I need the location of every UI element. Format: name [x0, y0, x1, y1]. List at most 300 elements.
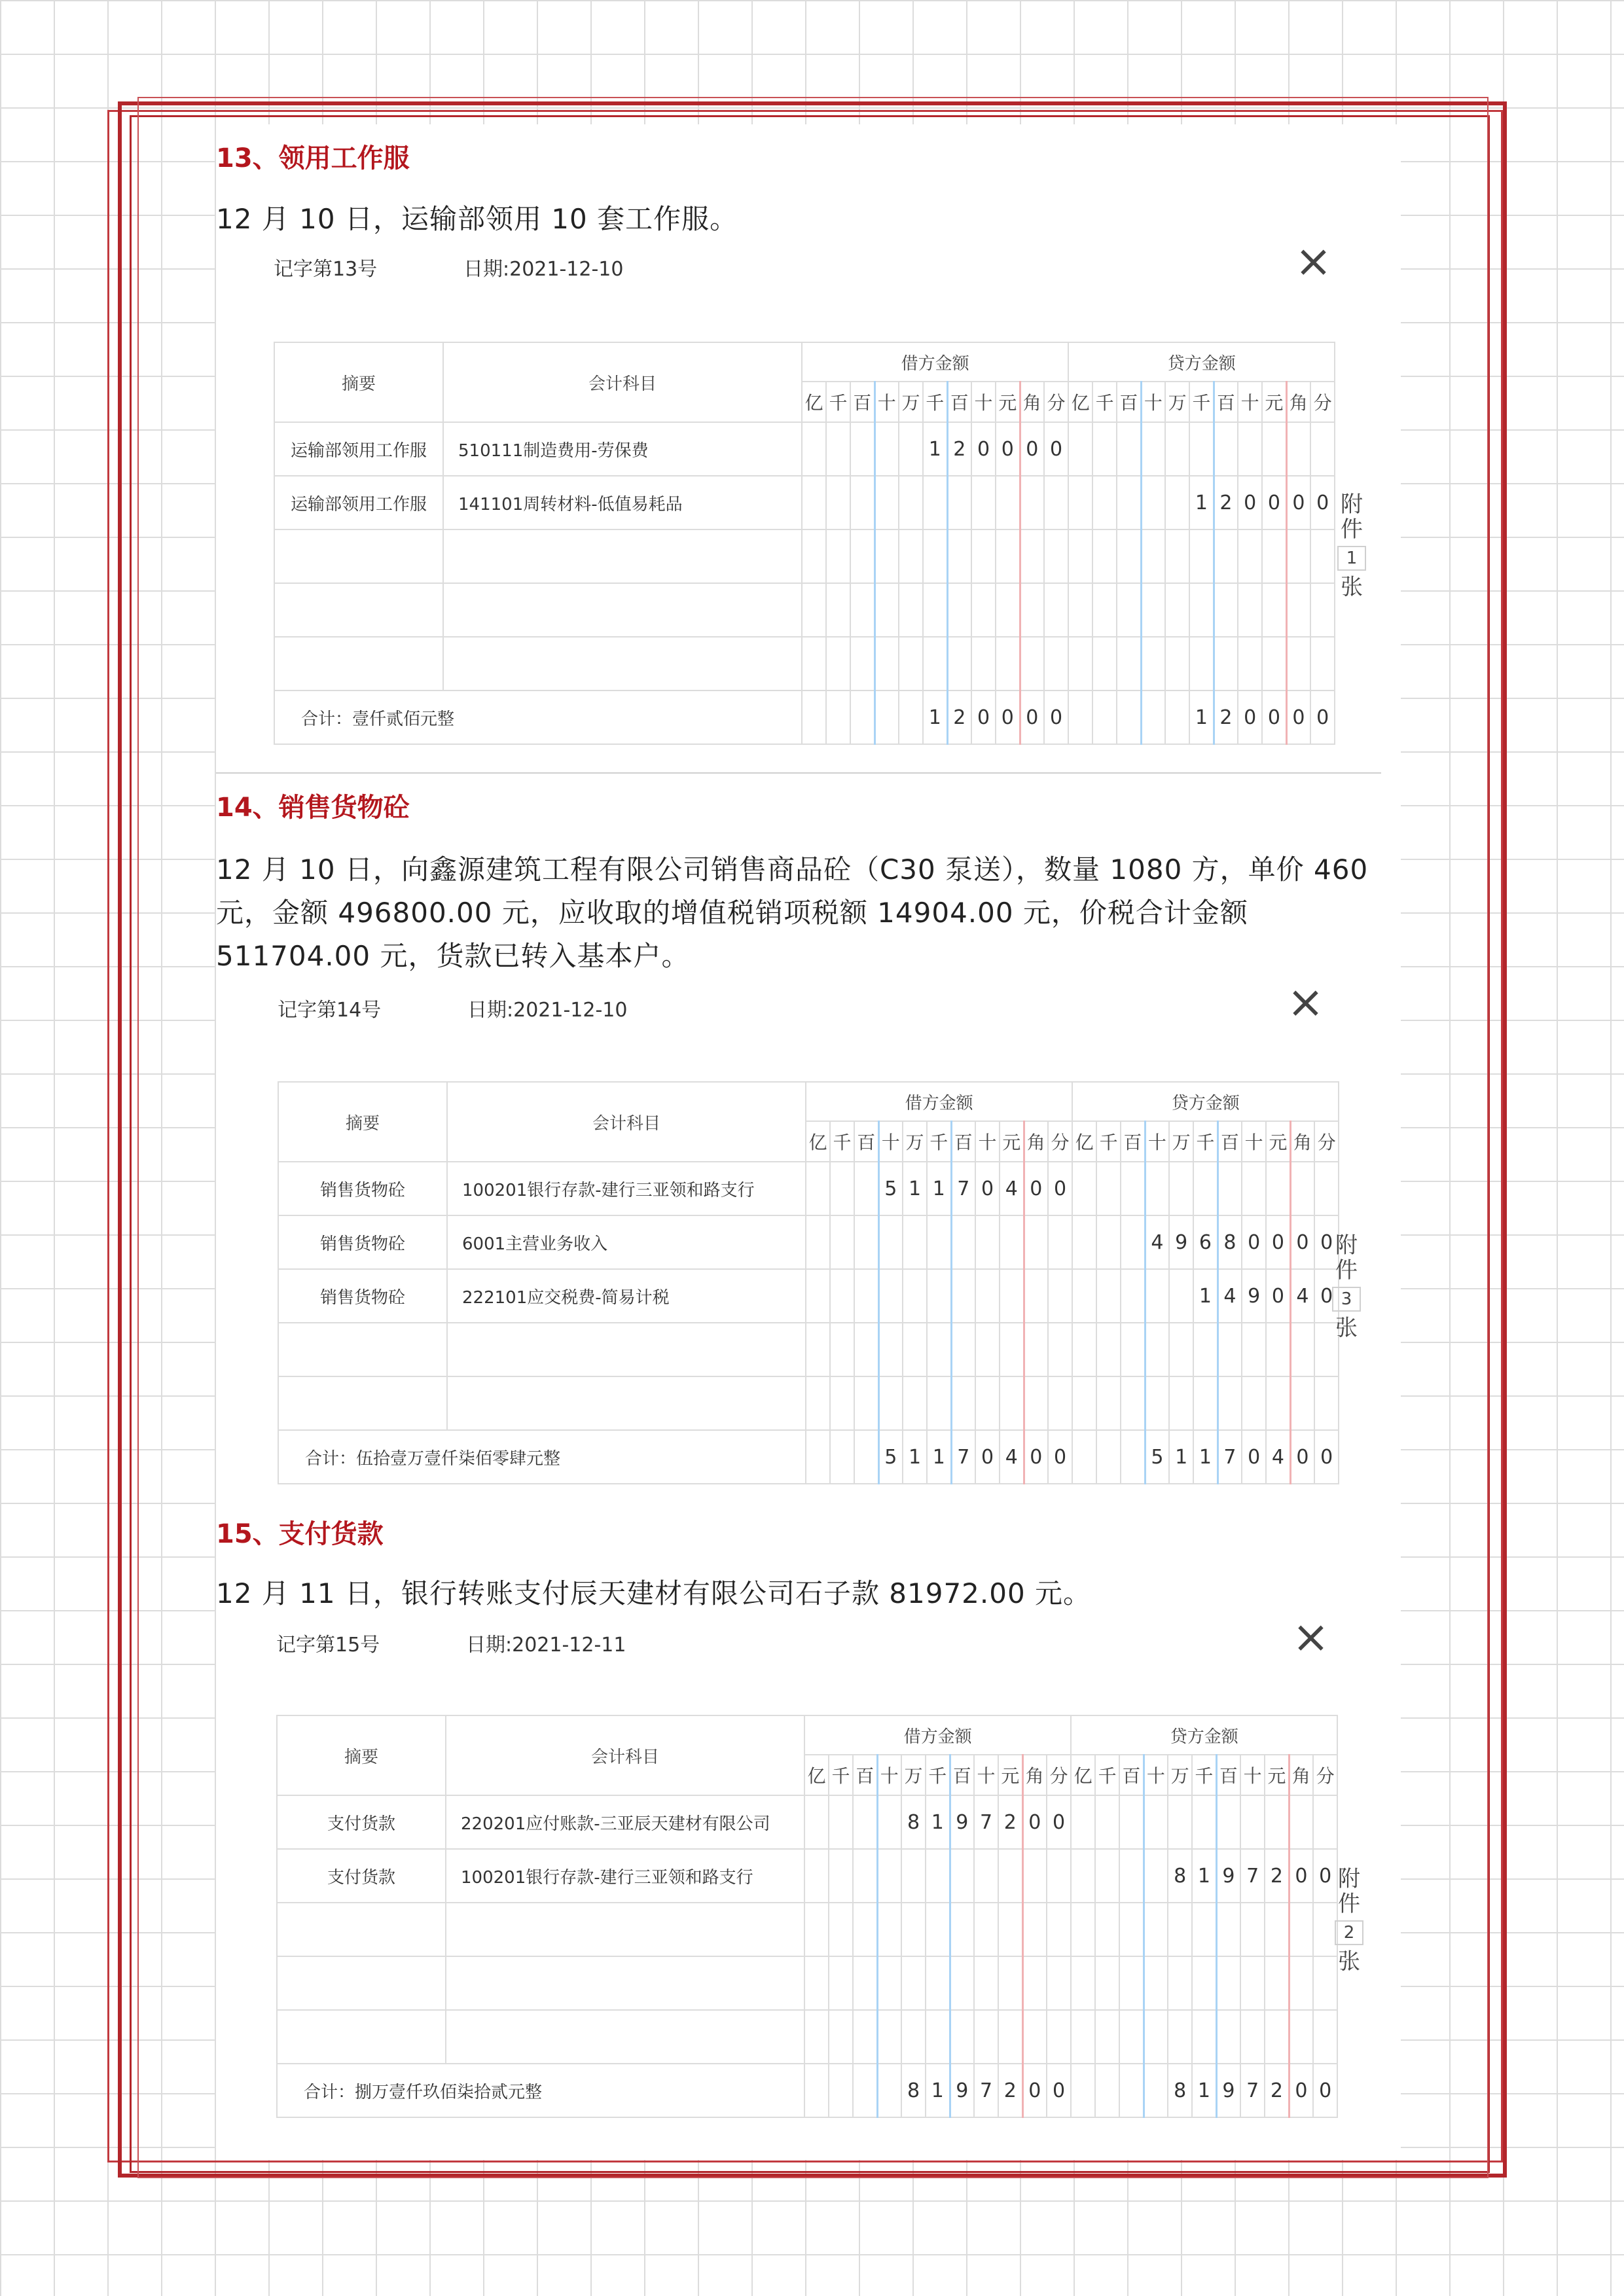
credit-digit [1117, 637, 1141, 691]
credit-digit [1314, 1162, 1339, 1215]
debit-digit [926, 1956, 950, 2010]
table-row [277, 1903, 1337, 1956]
row-account[interactable] [446, 1956, 804, 2010]
attachment-count[interactable]: 2 [1335, 1920, 1363, 1945]
debit-digit [826, 583, 850, 637]
credit-digit [1117, 583, 1141, 637]
attachment-count-15 [1333, 1867, 1365, 1974]
voucher-table-15 [276, 1715, 1338, 2118]
credit-digit: 1 [1189, 476, 1214, 529]
row-account[interactable]: 222101应交税费-简易计税 [447, 1269, 806, 1323]
header-unit: 十 [1144, 1755, 1168, 1795]
header-unit: 千 [826, 382, 850, 422]
debit-digit: 1 [927, 1162, 951, 1215]
credit-digit: 0 [1314, 1269, 1339, 1323]
debit-digit [829, 1956, 853, 2010]
total-debit-digit: 1 [903, 1430, 927, 1484]
debit-digit [1044, 476, 1068, 529]
debit-digit [1000, 1269, 1024, 1323]
debit-digit [903, 1323, 927, 1376]
total-debit-digit [830, 1430, 854, 1484]
credit-digit [1119, 1956, 1144, 2010]
debit-digit [926, 1903, 950, 1956]
debit-digit [802, 476, 826, 529]
debit-digit [899, 637, 923, 691]
debit-digit [830, 1215, 854, 1269]
table-row [278, 1162, 1339, 1215]
total-credit-digit: 5 [1145, 1430, 1169, 1484]
total-debit-digit [854, 1430, 878, 1484]
credit-digit [1262, 422, 1286, 476]
header-unit: 千 [927, 1121, 951, 1162]
row-summary[interactable]: 销售货物砼 [278, 1269, 447, 1323]
credit-digit: 6 [1193, 1215, 1218, 1269]
debit-digit [947, 476, 971, 529]
total-credit-digit [1096, 1430, 1121, 1484]
close-icon[interactable]: × [1292, 1611, 1329, 1663]
debit-digit [950, 1956, 974, 2010]
debit-digit [850, 422, 875, 476]
header-unit: 万 [1165, 382, 1189, 422]
attachment-count-14 [1330, 1233, 1363, 1340]
debit-digit [802, 583, 826, 637]
header-unit: 角 [1020, 382, 1044, 422]
debit-digit [829, 1849, 853, 1903]
total-row [278, 1430, 1339, 1484]
row-account[interactable]: 220201应付账款-三亚辰天建材有限公司 [446, 1795, 804, 1849]
header-unit: 十 [975, 1121, 1000, 1162]
credit-digit [1096, 1323, 1121, 1376]
header-summary: 摘要 [278, 1082, 447, 1162]
credit-digit [1165, 583, 1189, 637]
row-account[interactable] [443, 529, 802, 583]
debit-digit [899, 583, 923, 637]
debit-digit [947, 583, 971, 637]
credit-digit [1169, 1376, 1193, 1430]
attachment-count[interactable]: 3 [1332, 1287, 1361, 1312]
total-amount-words: 合计：壹仟贰佰元整 [274, 691, 802, 744]
debit-digit [1022, 2010, 1047, 2064]
total-debit-digit: 0 [1044, 691, 1068, 744]
header-unit: 千 [1092, 382, 1117, 422]
total-credit-digit [1144, 2064, 1168, 2117]
credit-digit [1216, 1903, 1240, 1956]
credit-digit [1290, 1323, 1314, 1376]
debit-digit [950, 2010, 974, 2064]
header-unit: 千 [829, 1755, 853, 1795]
total-credit-digit [1095, 2064, 1119, 2117]
debit-digit [1020, 583, 1044, 637]
debit-digit [903, 1376, 927, 1430]
row-account[interactable]: 100201银行存款-建行三亚领和路支行 [446, 1849, 804, 1903]
credit-digit [1141, 637, 1165, 691]
total-credit-digit: 8 [1168, 2064, 1192, 2117]
credit-digit [1262, 637, 1286, 691]
credit-digit [1214, 583, 1238, 637]
credit-digit: 0 [1238, 476, 1262, 529]
credit-digit [1310, 422, 1335, 476]
header-unit: 亿 [806, 1121, 830, 1162]
total-credit-digit: 0 [1310, 691, 1335, 744]
debit-digit [926, 1849, 950, 1903]
header-unit: 十 [878, 1121, 903, 1162]
debit-digit [802, 422, 826, 476]
credit-digit [1266, 1323, 1290, 1376]
debit-digit: 1 [903, 1162, 927, 1215]
debit-digit: 7 [951, 1162, 975, 1215]
credit-digit [1193, 1323, 1218, 1376]
debit-digit [830, 1269, 854, 1323]
close-icon[interactable]: × [1295, 236, 1332, 287]
voucher-header-13 [274, 253, 624, 281]
attachment-count-13 [1335, 492, 1368, 600]
debit-digit [899, 529, 923, 583]
total-credit-digit: 0 [1290, 1430, 1314, 1484]
row-summary[interactable] [278, 1323, 447, 1376]
total-row [277, 2064, 1337, 2117]
debit-digit [971, 529, 996, 583]
debit-digit [1047, 1903, 1071, 1956]
total-debit-digit: 1 [927, 1430, 951, 1484]
header-unit: 分 [1314, 1121, 1339, 1162]
header-unit: 千 [923, 382, 947, 422]
header-unit: 百 [850, 382, 875, 422]
credit-digit [1121, 1215, 1145, 1269]
row-account[interactable] [443, 637, 802, 691]
section-title-14: 14、销售货物砼 [216, 793, 410, 823]
credit-digit [1068, 529, 1092, 583]
row-account[interactable] [443, 583, 802, 637]
row-summary[interactable]: 运输部领用工作服 [274, 476, 443, 529]
row-summary[interactable]: 销售货物砼 [278, 1215, 447, 1269]
row-summary[interactable] [277, 2010, 446, 2064]
debit-digit: 0 [996, 422, 1020, 476]
debit-digit [903, 1215, 927, 1269]
total-debit-digit [850, 691, 875, 744]
debit-digit [854, 1376, 878, 1430]
debit-digit [971, 476, 996, 529]
total-debit-digit: 2 [998, 2064, 1022, 2117]
credit-digit [1096, 1376, 1121, 1430]
total-credit-digit: 2 [1214, 691, 1238, 744]
total-credit-digit: 0 [1242, 1430, 1266, 1484]
total-credit-digit: 1 [1189, 691, 1214, 744]
debit-digit [829, 2010, 853, 2064]
row-account[interactable] [447, 1376, 806, 1430]
credit-digit [1242, 1376, 1266, 1430]
debit-digit [830, 1162, 854, 1215]
credit-digit [1072, 1162, 1096, 1215]
credit-digit [1071, 2010, 1095, 2064]
credit-digit [1265, 1956, 1289, 2010]
row-account[interactable]: 6001主营业务收入 [447, 1215, 806, 1269]
total-credit-digit: 0 [1313, 2064, 1337, 2117]
credit-digit [1119, 1795, 1144, 1849]
debit-digit [996, 637, 1020, 691]
total-credit-digit [1071, 2064, 1095, 2117]
row-account[interactable] [446, 2010, 804, 2064]
debit-digit [826, 529, 850, 583]
header-unit: 分 [1313, 1755, 1337, 1795]
header-unit: 百 [1121, 1121, 1145, 1162]
header-unit: 千 [1096, 1121, 1121, 1162]
header-unit: 角 [1024, 1121, 1048, 1162]
total-credit-digit [1117, 691, 1141, 744]
row-summary[interactable]: 支付货款 [277, 1849, 446, 1903]
debit-digit [951, 1215, 975, 1269]
header-unit: 十 [1145, 1121, 1169, 1162]
credit-digit [1216, 2010, 1240, 2064]
credit-digit [1121, 1269, 1145, 1323]
credit-digit: 0 [1314, 1215, 1339, 1269]
header-unit: 万 [1168, 1755, 1192, 1795]
attachment-count[interactable]: 1 [1337, 546, 1366, 571]
debit-digit [830, 1376, 854, 1430]
credit-digit [1141, 583, 1165, 637]
debit-digit [806, 1323, 830, 1376]
total-debit-digit: 0 [1022, 2064, 1047, 2117]
credit-digit [1071, 1849, 1095, 1903]
credit-digit [1214, 529, 1238, 583]
total-credit-digit: 7 [1240, 2064, 1265, 2117]
header-unit: 万 [901, 1755, 926, 1795]
credit-digit [1192, 1956, 1216, 2010]
header-unit: 十 [1238, 382, 1262, 422]
credit-digit [1214, 422, 1238, 476]
total-debit-digit [853, 2064, 877, 2117]
credit-digit [1121, 1376, 1145, 1430]
credit-digit [1072, 1215, 1096, 1269]
credit-digit [1068, 637, 1092, 691]
credit-digit [1141, 422, 1165, 476]
debit-digit [975, 1215, 1000, 1269]
header-unit: 千 [1189, 382, 1214, 422]
voucher-number: 记字第13号 [274, 258, 378, 281]
credit-digit [1242, 1162, 1266, 1215]
debit-digit [875, 529, 899, 583]
header-unit: 角 [1286, 382, 1310, 422]
credit-digit [1165, 529, 1189, 583]
row-summary[interactable] [277, 1903, 446, 1956]
voucher-number: 记字第14号 [278, 999, 382, 1022]
total-debit-digit [806, 1430, 830, 1484]
debit-digit [1048, 1269, 1072, 1323]
voucher-table-13 [274, 342, 1335, 745]
debit-digit [903, 1269, 927, 1323]
total-credit-digit: 1 [1192, 2064, 1216, 2117]
debit-digit [875, 422, 899, 476]
debit-digit [971, 583, 996, 637]
debit-digit [926, 2010, 950, 2064]
credit-digit [1290, 1162, 1314, 1215]
header-account: 会计科目 [446, 1715, 804, 1795]
credit-digit [1095, 1956, 1119, 2010]
debit-digit [878, 1323, 903, 1376]
credit-digit [1168, 1956, 1192, 2010]
total-credit-digit: 0 [1314, 1430, 1339, 1484]
row-summary[interactable] [278, 1376, 447, 1430]
header-unit: 十 [1240, 1755, 1265, 1795]
header-unit: 分 [1044, 382, 1068, 422]
debit-digit [804, 1795, 829, 1849]
debit-digit [974, 1903, 998, 1956]
credit-digit [1169, 1162, 1193, 1215]
row-summary[interactable] [274, 583, 443, 637]
credit-digit [1214, 637, 1238, 691]
total-credit-digit: 0 [1289, 2064, 1313, 2117]
debit-digit [927, 1215, 951, 1269]
credit-digit [1072, 1376, 1096, 1430]
credit-digit: 0 [1289, 1849, 1313, 1903]
credit-digit: 9 [1216, 1849, 1240, 1903]
credit-digit [1144, 1795, 1168, 1849]
credit-digit [1095, 2010, 1119, 2064]
row-account[interactable]: 141101周转材料-低值易耗品 [443, 476, 802, 529]
credit-digit [1168, 2010, 1192, 2064]
row-account[interactable] [446, 1903, 804, 1956]
section-description-14: 12 月 10 日，向鑫源建筑工程有限公司销售商品砼（C30 泵送），数量 1080 方，单价 460 元，金额 496800.00 元，应收取的增值税销项税额 14904.00 元，价税合计金额 511704.00 元，货款已转入基本户。 [216, 853, 1369, 972]
header-debit: 借方金额 [804, 1715, 1071, 1755]
debit-digit [1048, 1215, 1072, 1269]
debit-digit [975, 1269, 1000, 1323]
credit-digit [1289, 2010, 1313, 2064]
credit-digit [1240, 1903, 1265, 1956]
attachment-label: 附件 [1341, 492, 1363, 543]
total-debit-digit: 7 [951, 1430, 975, 1484]
attachment-unit: 张 [1341, 574, 1363, 600]
attachment-label: 附件 [1338, 1866, 1360, 1917]
total-row [274, 691, 1335, 744]
total-debit-digit: 2 [947, 691, 971, 744]
table-row [278, 1215, 1339, 1269]
credit-digit [1192, 2010, 1216, 2064]
voucher-number: 记字第15号 [276, 1634, 380, 1657]
section-description-13: 12 月 10 日，运输部领用 10 套工作服。 [216, 203, 738, 235]
credit-digit [1218, 1376, 1242, 1430]
header-unit: 百 [1216, 1755, 1240, 1795]
total-debit-digit: 9 [950, 2064, 974, 2117]
credit-digit [1092, 476, 1117, 529]
credit-digit [1218, 1162, 1242, 1215]
credit-digit [1314, 1376, 1339, 1430]
attachment-unit: 张 [1338, 1948, 1360, 1975]
credit-digit [1192, 1903, 1216, 1956]
debit-digit [1044, 583, 1068, 637]
credit-digit [1071, 1956, 1095, 2010]
debit-digit [875, 637, 899, 691]
debit-digit [830, 1323, 854, 1376]
row-summary[interactable] [274, 529, 443, 583]
table-row [277, 1956, 1337, 2010]
total-debit-digit [804, 2064, 829, 2117]
credit-digit [1286, 422, 1310, 476]
credit-digit [1193, 1162, 1218, 1215]
row-summary[interactable]: 运输部领用工作服 [274, 422, 443, 476]
header-unit: 千 [926, 1755, 950, 1795]
credit-digit [1071, 1795, 1095, 1849]
debit-digit [878, 1269, 903, 1323]
header-unit: 角 [1290, 1121, 1314, 1162]
debit-digit: 0 [1022, 1795, 1047, 1849]
credit-digit: 0 [1286, 476, 1310, 529]
header-unit: 百 [1119, 1755, 1144, 1795]
header-unit: 十 [877, 1755, 901, 1795]
row-account[interactable] [447, 1323, 806, 1376]
credit-digit: 0 [1242, 1215, 1266, 1269]
debit-digit: 9 [950, 1795, 974, 1849]
credit-digit [1286, 637, 1310, 691]
credit-digit: 0 [1266, 1215, 1290, 1269]
credit-digit [1290, 1376, 1314, 1430]
header-unit: 亿 [804, 1755, 829, 1795]
debit-digit [826, 637, 850, 691]
close-icon[interactable]: × [1287, 977, 1324, 1028]
debit-digit [1044, 637, 1068, 691]
total-credit-digit [1072, 1430, 1096, 1484]
total-debit-digit: 0 [996, 691, 1020, 744]
total-credit-digit [1141, 691, 1165, 744]
row-summary[interactable] [277, 1956, 446, 2010]
credit-digit [1265, 2010, 1289, 2064]
header-unit: 十 [1141, 382, 1165, 422]
credit-digit: 8 [1218, 1215, 1242, 1269]
credit-digit [1096, 1215, 1121, 1269]
credit-digit [1165, 476, 1189, 529]
total-credit-digit: 0 [1286, 691, 1310, 744]
total-credit-digit [1121, 1430, 1145, 1484]
header-debit: 借方金额 [806, 1082, 1072, 1121]
header-unit: 分 [1047, 1755, 1071, 1795]
credit-digit [1189, 583, 1214, 637]
header-unit: 元 [998, 1755, 1022, 1795]
total-debit-digit: 0 [971, 691, 996, 744]
total-credit-digit [1092, 691, 1117, 744]
credit-digit: 0 [1262, 476, 1286, 529]
credit-digit [1145, 1323, 1169, 1376]
header-unit: 千 [830, 1121, 854, 1162]
header-credit: 贷方金额 [1071, 1715, 1337, 1755]
header-unit: 分 [1048, 1121, 1072, 1162]
credit-digit [1238, 637, 1262, 691]
debit-digit [850, 637, 875, 691]
credit-digit [1189, 529, 1214, 583]
header-account: 会计科目 [447, 1082, 806, 1162]
debit-digit [877, 1956, 901, 2010]
credit-digit [1119, 2010, 1144, 2064]
debit-digit: 5 [878, 1162, 903, 1215]
debit-digit [947, 637, 971, 691]
row-summary[interactable]: 支付货款 [277, 1795, 446, 1849]
debit-digit [923, 476, 947, 529]
header-unit: 分 [1310, 382, 1335, 422]
debit-digit [927, 1269, 951, 1323]
debit-digit [927, 1323, 951, 1376]
credit-digit: 0 [1266, 1269, 1290, 1323]
debit-digit [996, 476, 1020, 529]
debit-digit [877, 2010, 901, 2064]
credit-digit: 7 [1240, 1849, 1265, 1903]
debit-digit [1022, 1903, 1047, 1956]
row-summary[interactable]: 销售货物砼 [278, 1162, 447, 1215]
row-account[interactable]: 100201银行存款-建行三亚领和路支行 [447, 1162, 806, 1215]
row-summary[interactable] [274, 637, 443, 691]
debit-digit: 0 [1020, 422, 1044, 476]
table-row [274, 476, 1335, 529]
debit-digit [951, 1269, 975, 1323]
table-row [277, 1849, 1337, 1903]
credit-digit [1238, 422, 1262, 476]
row-account[interactable]: 510111制造费用-劳保费 [443, 422, 802, 476]
